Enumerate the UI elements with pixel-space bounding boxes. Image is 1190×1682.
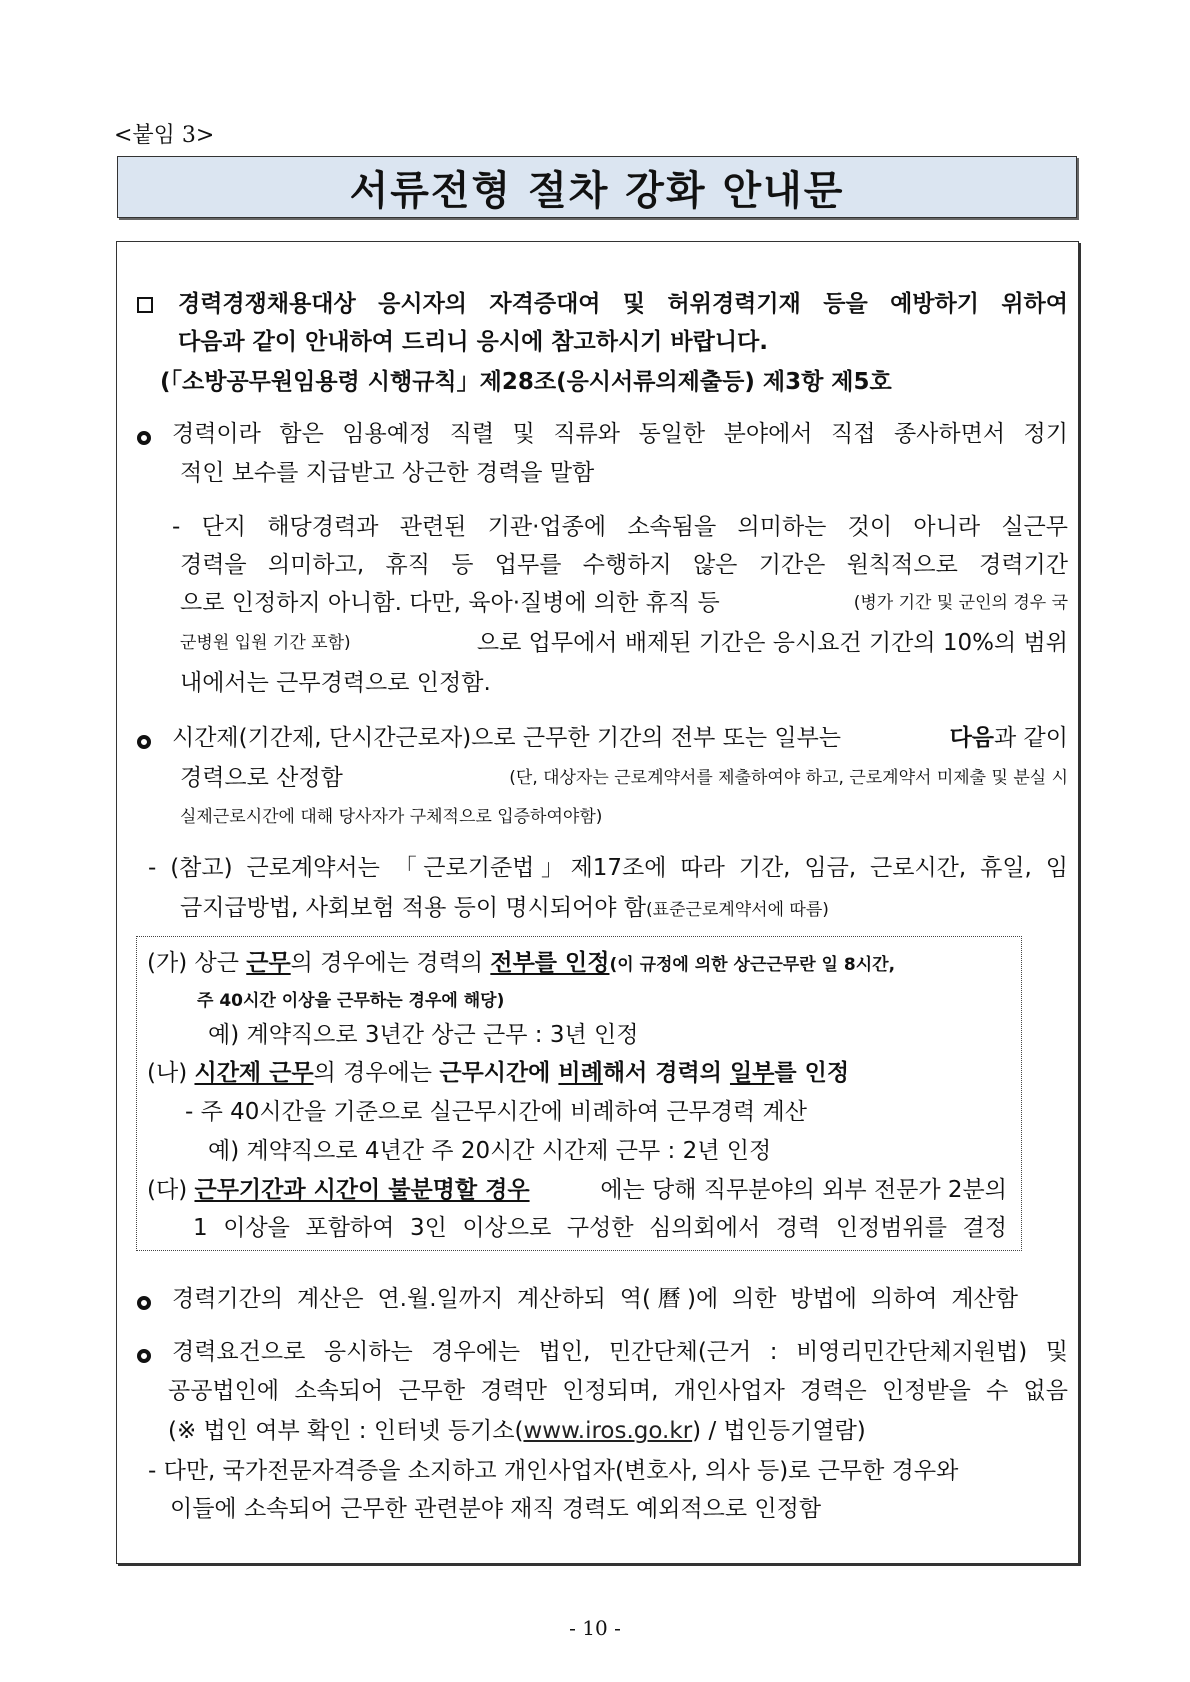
box-item-da [147,1175,1007,1205]
page-number: - 10 - [569,1616,621,1640]
box-da-unclear: 근무기간과 시간이 불분명할 경우 [194,1177,530,1203]
box-da-text: 에는 당해 직무분야의 외부 전문가 2분의 [600,1177,1007,1203]
sec2-line-2-main: 경력으로 산정함 [180,765,343,791]
intro-legal-reference: (「소방공무원임용령 시행규칙」제28조(응시서류의제출등) 제3항 제5호 [160,369,892,395]
circle-bullet-icon [137,1296,151,1310]
sec2-ref-line-2-note: (표준근로계약서에 따름) [646,900,829,920]
sec1-sub-line-4-main: 으로 업무에서 배제된 기간은 응시요건 기간의 10%의 범위 [476,630,1068,656]
registry-link[interactable]: www.iros.go.kr [523,1418,693,1444]
box-ga-text: 의 경우에는 경력의 [290,950,491,976]
box-na-hours: 근무시간에 [439,1060,559,1086]
sec1-line-2: 적인 보수를 지급받고 상근한 경력을 말함 [180,460,595,486]
sec3-line-1: 경력기간의 계산은 연.월.일까지 계산하되 역(曆)에 의한 방법에 의하여 계산함 [172,1286,1018,1312]
sec1-sub-line-3-note: (병가 기간 및 군인의 경우 국 [853,593,1068,613]
box-item-ga [147,948,895,980]
box-na-credit: 를 인정 [774,1060,850,1086]
sec4-line-2: 공공법인에 소속되어 근무한 경력만 인정되며, 개인사업자 경력은 인정받을 수 없음 [168,1378,1068,1404]
box-na-text-2: 해서 경력의 [602,1060,730,1086]
intro-line-1: 경력경쟁채용대상 응시자의 자격증대여 및 허위경력기재 등을 예방하기 위하여 [178,291,1068,317]
box-na-example: 예) 계약직으로 4년간 주 20시간 시간제 근무 : 2년 인정 [208,1138,772,1164]
box-na-part-time: 시간제 근무 [194,1060,314,1086]
sec4-line-3-end: ) / 법인등기열람) [692,1418,866,1444]
circle-bullet-icon [137,735,151,749]
circle-bullet-icon [137,431,151,445]
sec2-ref-line-2 [180,893,829,925]
sec1-sub-line-5: 내에서는 근무경력으로 인정함. [180,670,491,696]
sec2-line-1-end: 과 같이 [994,725,1068,751]
sec1-sub-line-4-note: 군병원 입원 기간 포함) [180,633,351,653]
box-na-text: 의 경우에는 [313,1060,440,1086]
sec1-sub-line-4 [180,628,1068,658]
box-item-na [147,1058,849,1088]
box-ga-example: 예) 계약직으로 3년간 상근 근무 : 3년 인정 [208,1022,639,1048]
box-ga-work: 근무 [246,950,291,976]
sec2-line-3: 실제근로시간에 대해 당사자가 구체적으로 입증하여야함) [180,807,603,827]
sec2-line-2 [180,763,1068,793]
sec1-sub-line-3-main: 으로 인정하지 아니함. 다만, 육아·질병에 의한 휴직 등 [180,590,720,616]
attachment-label: <붙임 3> [114,123,215,148]
sec4-line-1: 경력요건으로 응시하는 경우에는 법인, 민간단체(근거 : 비영리민간단체지원법) 및 [172,1339,1068,1365]
box-da-label: (다) [147,1177,195,1203]
circle-bullet-icon [137,1349,151,1363]
sec2-line-1 [172,723,1068,753]
box-na-label: (나) [147,1060,195,1086]
sec2-ref-line-2-main: 금지급방법, 사회보험 적용 등이 명시되어야 함 [180,895,647,921]
sec4-sub-2: 이들에 소속되어 근무한 관련분야 재직 경력도 예외적으로 인정함 [170,1496,822,1522]
box-na-proportional: 비례 [558,1060,603,1086]
sec4-sub-1: - 다만, 국가전문자격증을 소지하고 개인사업자(변호사, 의사 등)로 근무한 경우와 [148,1458,959,1484]
square-bullet-icon [137,297,153,313]
sec1-sub-line-2: 경력을 의미하고, 휴직 등 업무를 수행하지 않은 기간은 원칙적으로 경력기간 [180,552,1068,578]
box-na-partial: 일부 [729,1060,775,1086]
box-da-line-2: 1 이상을 포함하여 3인 이상으로 구성한 심의회에서 경력 인정범위를 결정 [193,1215,1007,1241]
sec2-emphasis-next: 다음 [949,725,995,751]
box-ga-full-credit: 전부를 인정 [490,950,610,976]
box-ga-label: (가) 상근 [147,950,247,976]
title-banner [117,156,1077,218]
intro-line-2: 다음과 같이 안내하여 드리니 응시에 참고하시기 바랍니다. [178,329,769,355]
sec2-line-1-main: 시간제(기간제, 단시간근로자)으로 근무한 기간의 전부 또는 일부는 [172,725,842,751]
sec4-line-3 [168,1416,866,1446]
sec2-ref-line-1: - (참고) 근로계약서는 「근로기준법」제17조에 따라 기간, 임금, 근로시간, 휴일, 임 [148,855,1068,881]
box-na-sub: - 주 40시간을 기준으로 실근무시간에 비례하여 근무경력 계산 [185,1099,807,1125]
sec1-sub-line-1: - 단지 해당경력과 관련된 기관·업종에 소속됨을 의미하는 것이 아니라 실근무 [172,514,1068,540]
sec4-line-3-start: (※ 법인 여부 확인 : 인터넷 등기소( [168,1418,524,1444]
box-ga-line-2: 주 40시간 이상을 근무하는 경우에 해당) [197,991,505,1011]
box-ga-note: (이 규정에 의한 상근근무란 일 8시간, [609,955,896,975]
sec2-line-2-note: (단, 대상자는 근로계약서를 제출하여야 하고, 근로계약서 미제출 및 분실 시 [509,768,1068,788]
sec1-sub-line-3 [180,588,1068,618]
sec1-line-1: 경력이라 함은 임용예정 직렬 및 직류와 동일한 분야에서 직접 종사하면서 정기 [172,421,1068,447]
page-title: 서류전형 절차 강화 안내문 [349,167,845,214]
